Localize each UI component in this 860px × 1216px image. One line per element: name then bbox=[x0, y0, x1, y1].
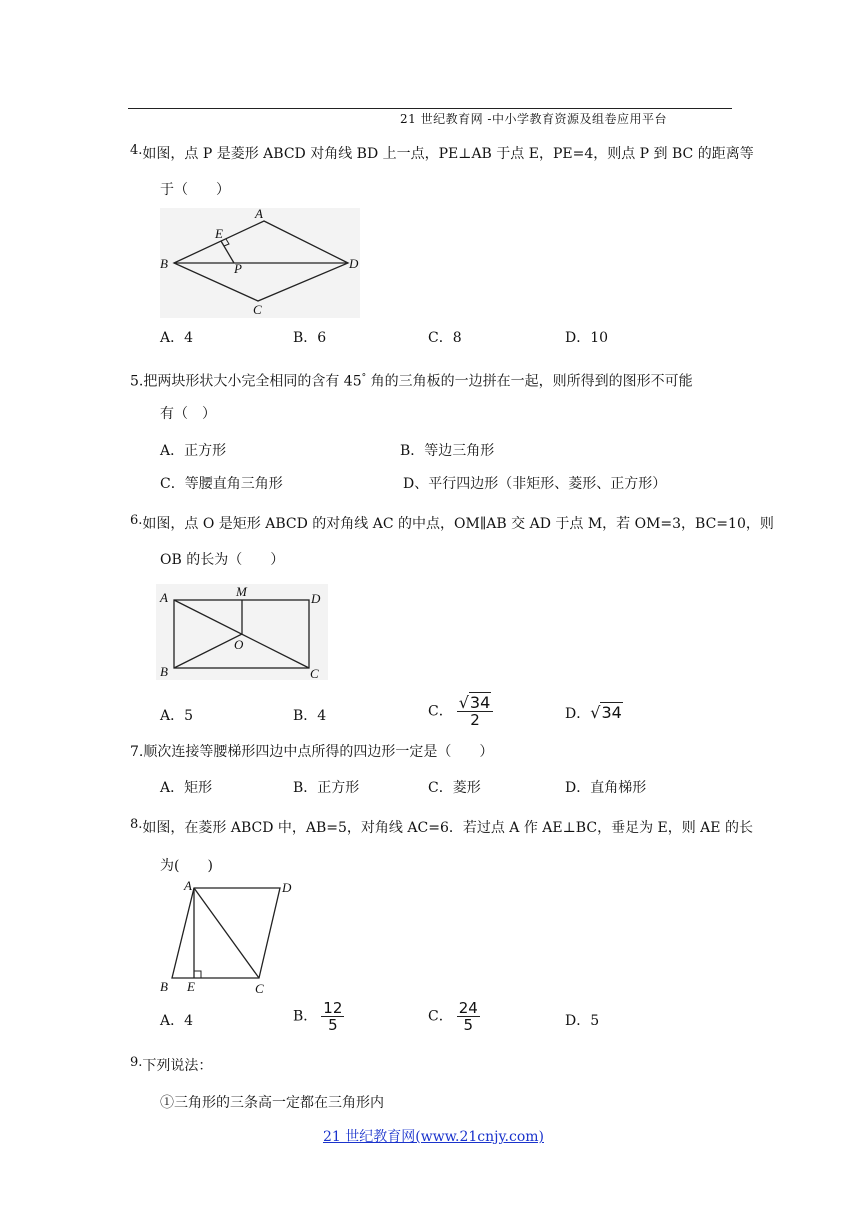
q8-option-c bbox=[428, 1000, 480, 1033]
label-c: C bbox=[255, 981, 264, 996]
q4-option-a: A．4 bbox=[160, 330, 194, 346]
q6-option-d-radicand: 34 bbox=[601, 703, 622, 722]
q6-line2: OB 的长为（ ） bbox=[160, 552, 285, 568]
q8-text: 如图，在菱形 ABCD 中，AB=5，对角线 AC=6．若过点 A 作 AE⊥BC，垂足为 E，则 AE 的长 bbox=[142, 820, 753, 836]
label-a: A bbox=[160, 590, 168, 605]
q4-option-d: D．10 bbox=[565, 330, 609, 346]
q8-option-b-numerator: 12 bbox=[323, 999, 343, 1017]
q6-option-c-radicand: 34 bbox=[469, 693, 491, 712]
q8-option-c-prefix: C． bbox=[428, 1008, 453, 1025]
q6-option-b: B．4 bbox=[293, 708, 327, 724]
q9-item1: ①三角形的三条高一定都在三角形内 bbox=[160, 1095, 384, 1111]
label-c: C bbox=[253, 302, 262, 317]
q8-option-b-denominator: 5 bbox=[328, 1016, 338, 1034]
q4-number: 4. bbox=[130, 143, 143, 158]
q4-option-c: C．8 bbox=[428, 330, 462, 346]
header-rule bbox=[128, 108, 732, 109]
label-b: B bbox=[160, 256, 168, 271]
q8-option-b bbox=[293, 1000, 344, 1033]
q6-option-c-fraction bbox=[457, 695, 494, 728]
q8-option-d: D．5 bbox=[565, 1013, 600, 1029]
q9-line1 bbox=[130, 1056, 212, 1077]
q8-option-c-numerator: 24 bbox=[458, 999, 478, 1017]
q6-option-c bbox=[428, 695, 493, 728]
label-e: E bbox=[187, 979, 195, 994]
label-d: D bbox=[282, 880, 292, 895]
q5-text-a: 5.把两块形状大小完全相同的含有 45 bbox=[130, 373, 362, 390]
q6-option-c-denominator: 2 bbox=[470, 711, 480, 729]
q6-line1 bbox=[130, 514, 774, 535]
label-e: E bbox=[215, 226, 223, 241]
q6-option-d bbox=[565, 703, 623, 723]
label-b: B bbox=[160, 664, 168, 679]
footer-link[interactable]: 21 世纪教育网(www.21cnjy.com) bbox=[323, 1129, 544, 1145]
q8-option-a: A．4 bbox=[160, 1013, 194, 1029]
q8-option-b-prefix: B． bbox=[293, 1008, 318, 1025]
label-p: P bbox=[234, 261, 242, 276]
label-o: O bbox=[234, 637, 244, 652]
q7-option-a: A．矩形 bbox=[160, 780, 213, 796]
label-d: D bbox=[349, 256, 359, 271]
q7-option-d: D．直角梯形 bbox=[565, 780, 647, 796]
q5-line2: 有（ ） bbox=[160, 406, 216, 422]
q4-rhombus-figure bbox=[152, 205, 372, 320]
label-m: M bbox=[236, 584, 247, 599]
q8-line1 bbox=[130, 818, 753, 839]
label-b: B bbox=[160, 979, 168, 994]
sqrt-symbol: √ bbox=[590, 703, 601, 722]
q5-degree: ° bbox=[361, 373, 367, 383]
q4-option-b: B．6 bbox=[293, 330, 327, 346]
q4-text: 如图，点 P 是菱形 ABCD 对角线 BD 上一点，PE⊥AB 于点 E，PE=4，则点 P 到 BC 的距离等 bbox=[142, 146, 754, 162]
q8-line2: 为( ) bbox=[160, 858, 213, 874]
q6-text: 如图，点 O 是矩形 ABCD 的对角线 AC 的中点，OM∥AB 交 AD 于点 M，若 OM=3，BC=10，则 bbox=[142, 516, 774, 532]
right-angle-mark bbox=[194, 971, 201, 978]
label-c: C bbox=[310, 666, 319, 681]
q5-option-b: B．等边三角形 bbox=[400, 443, 495, 459]
q7-option-c: C．菱形 bbox=[428, 780, 481, 796]
q8-rhombus-figure bbox=[152, 876, 312, 998]
q7-option-b: B．正方形 bbox=[293, 780, 360, 796]
q5-option-a: A．正方形 bbox=[160, 443, 227, 459]
q8-option-b-fraction bbox=[321, 1000, 344, 1033]
q8-number: 8. bbox=[130, 817, 143, 832]
q9-number: 9. bbox=[130, 1055, 143, 1070]
q8-option-c-denominator: 5 bbox=[463, 1016, 474, 1034]
q6-rectangle-figure bbox=[152, 582, 332, 682]
q5-option-c: C．等腰直角三角形 bbox=[160, 476, 283, 492]
q6-option-a: A．5 bbox=[160, 708, 194, 724]
q6-option-d-prefix: D． bbox=[565, 706, 591, 722]
header-text: 21 世纪教育网 -中小学教育资源及组卷应用平台 bbox=[400, 112, 667, 126]
q6-option-c-prefix: C． bbox=[428, 703, 453, 720]
q5-line1 bbox=[130, 368, 693, 392]
q9-text: 下列说法： bbox=[142, 1058, 213, 1074]
q5-text-b: 角的三角板的一边拼在一起，则所得到的图形不可能 bbox=[366, 373, 693, 390]
label-a: A bbox=[184, 878, 192, 893]
q8-option-c-fraction bbox=[457, 1000, 480, 1033]
q7-line1: 7.顺次连接等腰梯形四边中点所得的四边形一定是（ ） bbox=[130, 744, 494, 760]
q5-option-d: D、平行四边形（非矩形、菱形、正方形） bbox=[403, 476, 667, 492]
diagonal-ac bbox=[194, 888, 259, 978]
q4-line1 bbox=[130, 144, 754, 165]
label-a: A bbox=[255, 206, 263, 221]
q4-line2: 于（ ） bbox=[160, 182, 230, 198]
sqrt-symbol: √ bbox=[458, 693, 469, 712]
q6-number: 6. bbox=[130, 513, 143, 528]
label-d: D bbox=[311, 591, 321, 606]
